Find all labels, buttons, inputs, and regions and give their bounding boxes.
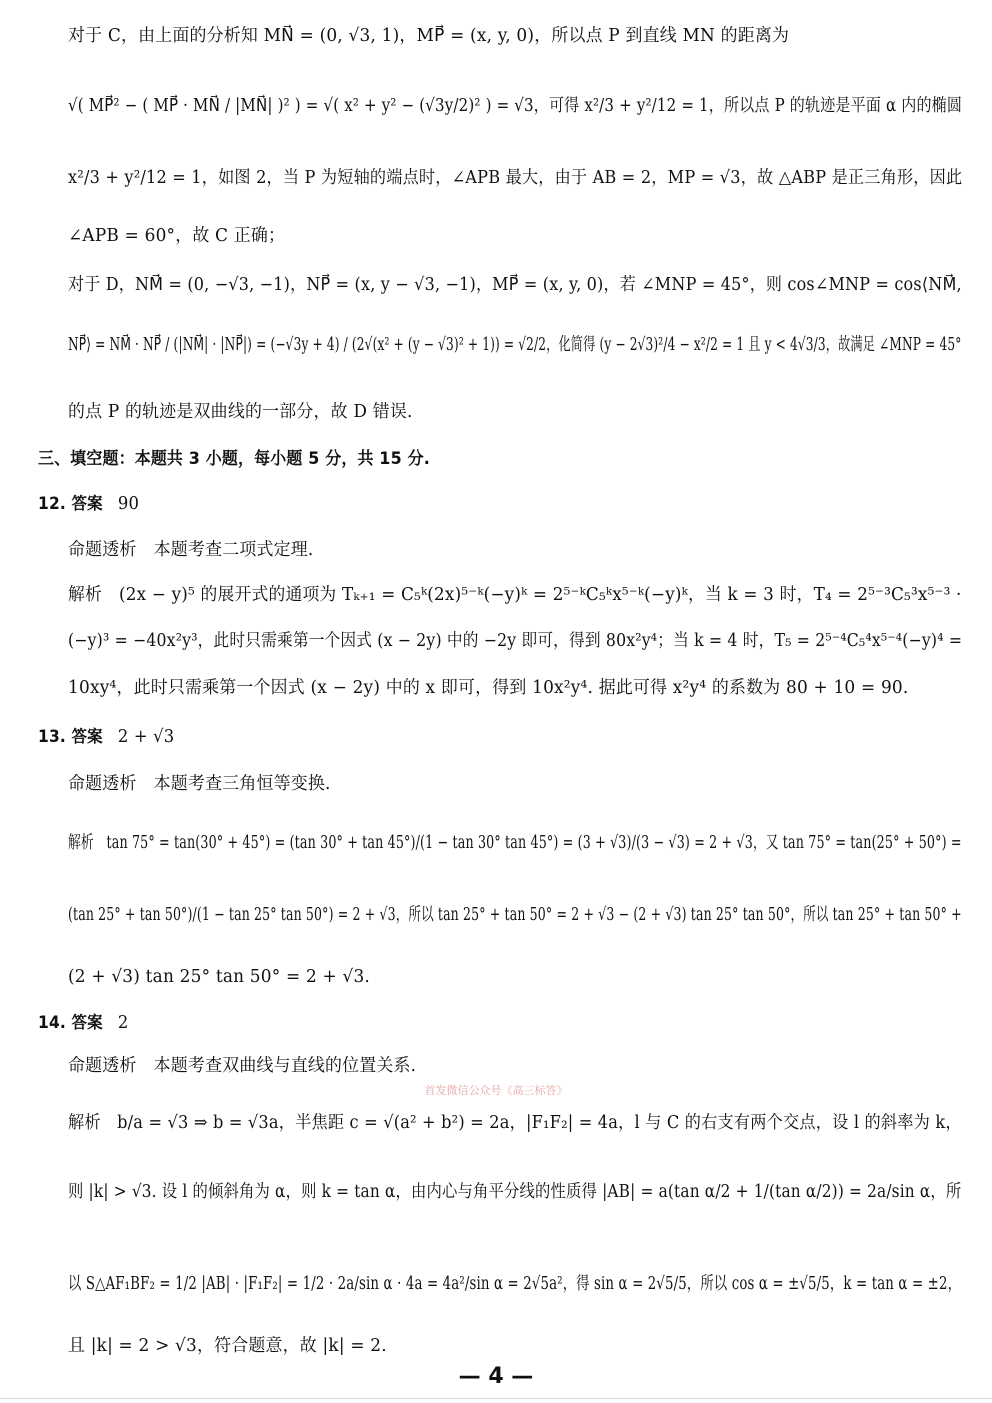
text-line: 对于 C，由上面的分析知 MN⃗ = (0, √3, 1)，MP⃗ = (x, y, 0)，所以点 P 到直线 MN 的距离为 bbox=[68, 26, 790, 46]
analysis-line: 命题透析 本题考查三角恒等变换. bbox=[68, 774, 331, 794]
solution-line: (−y)³ = −40x²y³，此时只需乘第一个因式 (x − 2y) 中的 −2y 即可，得到 80x²y⁴；当 k = 4 时，T₅ = 2⁵⁻⁴C₅⁴x⁵⁻⁴(−y)⁴ = bbox=[68, 631, 963, 651]
answer-13 bbox=[38, 727, 932, 748]
answer-12 bbox=[38, 494, 932, 515]
answer-label: 13. 答案 bbox=[38, 727, 103, 746]
answer-14 bbox=[38, 1013, 932, 1034]
formula-line: x²/3 + y²/12 = 1，如图 2，当 P 为短轴的端点时，∠APB 最大，由于 AB = 2，MP = √3，故 △ABP 是正三角形，因此 bbox=[68, 168, 963, 188]
solution-line: 10xy⁴，此时只需乘第一个因式 (x − 2y) 中的 x 即可，得到 10x²y⁴. 据此可得 x²y⁴ 的系数为 80 + 10 = 90. bbox=[68, 678, 909, 698]
answer-value: 2 + √3 bbox=[117, 727, 175, 747]
answer-label: 14. 答案 bbox=[38, 1013, 103, 1032]
text-line: 的点 P 的轨迹是双曲线的一部分，故 D 错误. bbox=[68, 402, 413, 422]
formula-line: NP⃗⟩ = NM⃗ · NP⃗ / (|NM⃗| · |NP⃗|) = (−√3y + 4) / (2√(x² + (y − √3)² + 1)) = √2/2，化简得 (y − 2√3)²/4 − x²/2 = 1 且 y < 4√3/3，故满足 ∠MNP = 45° bbox=[68, 335, 962, 355]
text-line: ∠APB = 60°，故 C 正确； bbox=[68, 226, 286, 246]
solution-line: 则 |k| > √3. 设 l 的倾斜角为 α，则 k = tan α，由内心与角平分线的性质得 |AB| = a(tan α/2 + 1/(tan α/2)) = 2a/sin α，所 bbox=[68, 1182, 962, 1202]
formula-line: √( MP⃗² − ( MP⃗ · MN⃗ / |MN⃗| )² ) = √( x² + y² − (√3y/2)² ) = √3，可得 x²/3 + y²/12 = 1，所以点 P 的轨迹是平面 α 内的椭圆 bbox=[68, 96, 963, 116]
page-number: — 4 — bbox=[458, 1364, 534, 1389]
solution-line: 以 S△AF₁BF₂ = 1/2 |AB| · |F₁F₂| = 1/2 · 2a/sin α · 4a = 4a²/sin α = 2√5a²，得 sin α = 2√5/5，所以 cos α = ±√5/5，k = tan α = ±2， bbox=[68, 1274, 962, 1294]
solution-line: 解析 tan 75° = tan(30° + 45°) = (tan 30° + tan 45°)/(1 − tan 30° tan 45°) = (3 + √3)/(3 − √3) = 2 + √3，又 tan 75° = tan(25° + 50°) = bbox=[68, 833, 962, 853]
bottom-divider bbox=[0, 1398, 992, 1399]
section-heading: 三、填空题：本题共 3 小题，每小题 5 分，共 15 分. bbox=[38, 449, 430, 469]
solution-line: (tan 25° + tan 50°)/(1 − tan 25° tan 50°) = 2 + √3，所以 tan 25° + tan 50° = 2 + √3 − (2 + √3) tan 25° tan 50°，所以 tan 25° + tan 50° + bbox=[68, 905, 962, 925]
solution-line: (2 + √3) tan 25° tan 50° = 2 + √3. bbox=[68, 967, 371, 987]
answer-value: 2 bbox=[117, 1013, 129, 1033]
text-line: 对于 D，NM⃗ = (0, −√3, −1)，NP⃗ = (x, y − √3, −1)，MP⃗ = (x, y, 0)，若 ∠MNP = 45°，则 cos∠MNP = cos⟨NM⃗, bbox=[68, 275, 962, 295]
analysis-line: 命题透析 本题考查双曲线与直线的位置关系. bbox=[68, 1056, 417, 1076]
solution-line: 且 |k| = 2 > √3，符合题意，故 |k| = 2. bbox=[68, 1336, 387, 1356]
analysis-line: 命题透析 本题考查二项式定理. bbox=[68, 540, 314, 560]
answer-label: 12. 答案 bbox=[38, 494, 103, 513]
solution-line: 解析 (2x − y)⁵ 的展开式的通项为 Tₖ₊₁ = C₅ᵏ(2x)⁵⁻ᵏ(−y)ᵏ = 2⁵⁻ᵏC₅ᵏx⁵⁻ᵏ(−y)ᵏ，当 k = 3 时，T₄ = 2⁵⁻³C₅³x⁵⁻³ · bbox=[68, 585, 962, 605]
answer-value: 90 bbox=[117, 494, 140, 514]
solution-line: 解析 b/a = √3 ⇒ b = √3a，半焦距 c = √(a² + b²) = 2a，|F₁F₂| = 4a，l 与 C 的右支有两个交点，设 l 的斜率为 k， bbox=[68, 1113, 962, 1133]
watermark: 首发微信公众号《高三标答》 bbox=[424, 1084, 568, 1097]
